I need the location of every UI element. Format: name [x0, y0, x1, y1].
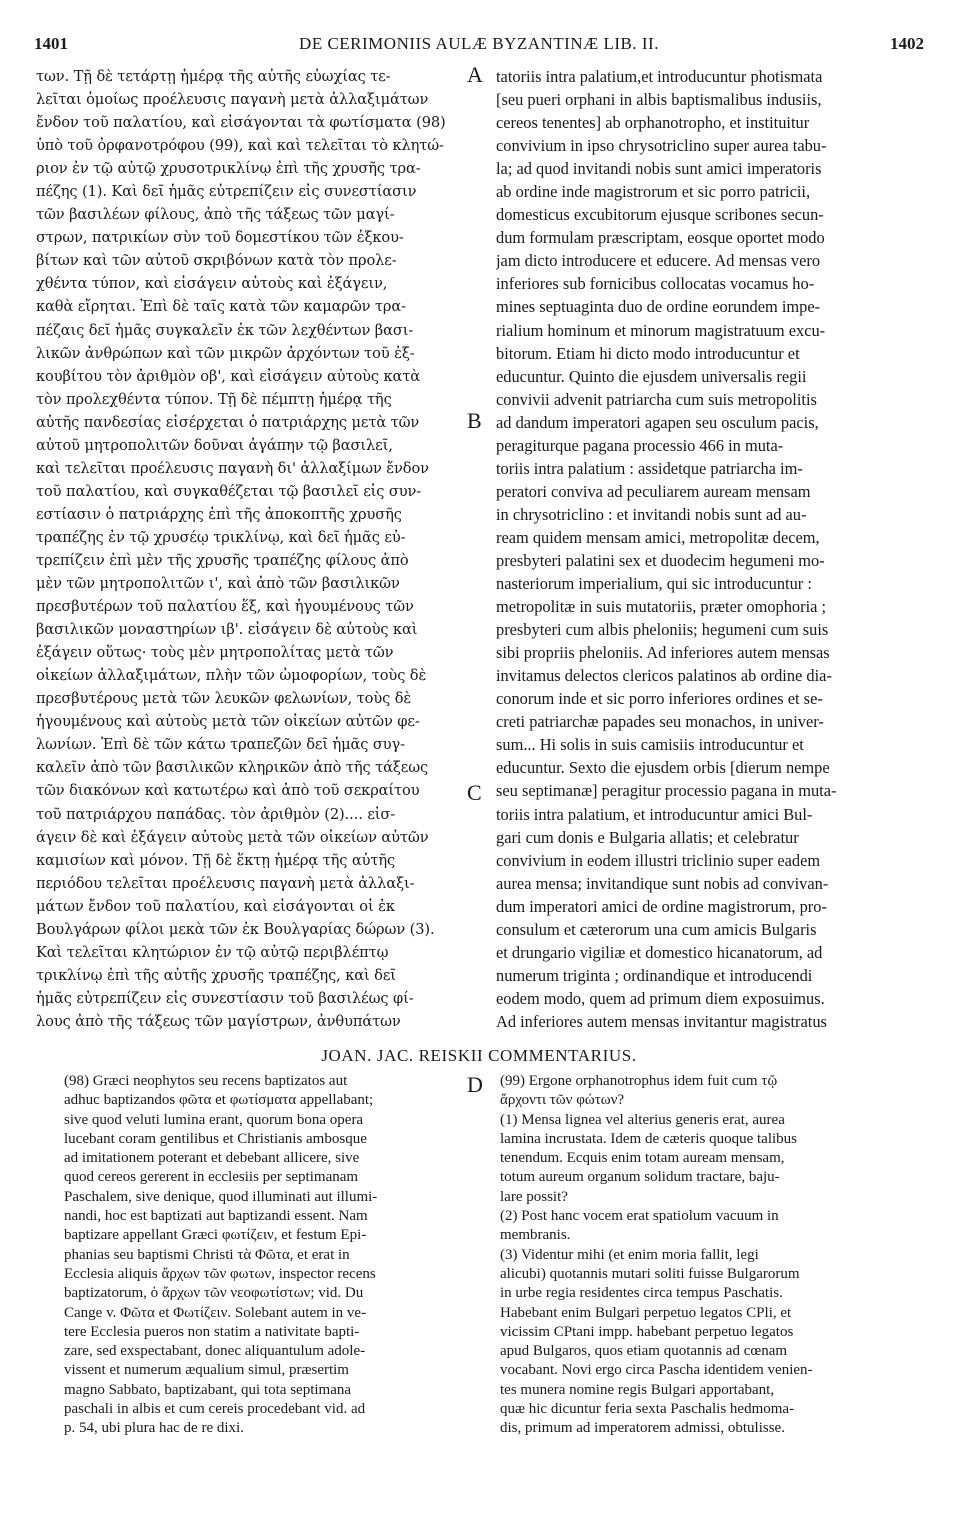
footnote-line: zare, sed exspectabant, donec aliquantulum adole-: [64, 1343, 366, 1360]
footnote-line: alicubi) quotannis mutari soliti fuisse Bulgarorum: [500, 1265, 800, 1282]
footnote-line: quod cereos gererent in ecclesiis per septimanam: [64, 1169, 359, 1186]
greek-text-line: λωνίων. Ἐπὶ δὲ τῶν κάτω τραπεζῶν δεῖ ἡμᾶς συγ-: [36, 736, 405, 754]
margin-letter-d: D: [467, 1072, 483, 1097]
latin-text-line: consulum et cæterorum una cum amicis Bulgaris: [496, 919, 817, 939]
latin-text-line: educuntur. Sexto die ejusdem orbis [dierum nempe: [496, 758, 830, 778]
greek-text-line: Βουλγάρων φίλοι μεκὰ τῶν ἐκ Βουλγαρίας δώρων (3).: [36, 920, 435, 938]
footnote-line: (2) Post hanc vocem erat spatiolum vacuum in: [500, 1208, 779, 1225]
latin-text-line: sibi propriis pheloniis. Ad inferiores autem mensas: [496, 643, 830, 663]
footnote-line: ἄρχοντι τῶν φώτων?: [500, 1092, 625, 1109]
footnote-line: Paschalem, sive denique, quod illuminati aut illumi-: [64, 1188, 378, 1205]
footnote-line: sive quod veluti lumina erant, quorum bona opera: [64, 1111, 364, 1128]
footnotes-right-column: [500, 1072, 920, 1439]
latin-text-line: peragiturque pagana processio 466 in muta-: [496, 435, 784, 455]
latin-text-line: rialium hominum et minorum magistratuum excu-: [496, 320, 826, 340]
latin-text-line: domesticus excubitorum ejusque scribones secun-: [496, 205, 824, 225]
footnote-line: Ecclesia aliquis ἄρχων τῶν φωτων, inspector recens: [64, 1265, 376, 1282]
page-number-right: 1402: [890, 34, 924, 53]
greek-text-line: αὐτοῦ μητροπολιτῶν δοῦναι ἀγάπην τῷ βασιλεῖ,: [36, 436, 393, 454]
footnote-line: adhuc baptizandos φῶτα et φωτίσματα appellabant;: [64, 1092, 374, 1109]
latin-text-line: eodem modo, quem ad primum diem exposuimus.: [496, 988, 825, 1008]
greek-text-line: καθὰ εἴρηται. Ἐπὶ δὲ ταῖς κατὰ τῶν καμαρῶν τρα-: [36, 298, 406, 316]
greek-text-line: άγειν δὲ καὶ ἐξάγειν αὐτοὺς μετὰ τῶν οἰκείων αὐτῶν: [36, 828, 429, 846]
page-number-left: 1401: [34, 34, 68, 53]
greek-text-line: τὸν προλεχθέντα τύπον. Τῇ δὲ πέμπτῃ ἡμέρᾳ τῆς: [36, 390, 392, 408]
latin-text-line: Ad inferiores autem mensas invitantur magistratus: [496, 1011, 827, 1031]
latin-text-line: gari cum donis e Bulgaria allatis; et celebratur: [496, 827, 799, 847]
latin-text-line: toriis intra palatium, et introducuntur amici Bul-: [496, 804, 813, 824]
footnote-line: ad imitationem poterant et debebant allicere, sive: [64, 1150, 360, 1167]
latin-text-line: ream quidem mensam amici, metropolitæ decem,: [496, 527, 820, 547]
latin-text-column: [496, 65, 924, 1033]
greek-text-line: ὑπὸ τοῦ ὀρφανοτρόφου (99), καὶ καὶ τελεῖται τὸ κλητώ-: [36, 137, 444, 155]
latin-text-line: et drungario vigiliæ et domestico hicanatorum, ad: [496, 942, 823, 962]
greek-text-line: τρεπίζειν ἐπὶ μὲν τῆς χρυσῆς τραπέζης φίλους ἀπὸ: [36, 551, 409, 569]
greek-text-line: πέζαις δεῖ ἡμᾶς συγκαλεῖν ἐκ τῶν λεχθέντων βασι-: [36, 321, 414, 339]
footnote-line: tere Ecclesia pueros non statim a nativitate bapti-: [64, 1323, 360, 1340]
latin-text-line: numerum triginta ; ordinandique et introducendi: [496, 965, 813, 985]
footnote-line: p. 54, ubi plura hac de re dixi.: [64, 1420, 244, 1437]
latin-text-line: mines septuaginta duo de ordine eorundem impe-: [496, 297, 821, 317]
footnote-line: lucebant coram gentilibus et Christianis ambosque: [64, 1130, 367, 1147]
footnote-line: dis, primum ad imperatorem admissi, obtulisse.: [500, 1420, 785, 1437]
latin-text-line: sum... Hi solis in suis camisiis introducuntur et: [496, 735, 804, 755]
greek-text-line: ἡγουμένους καὶ αὐτοὺς μετὰ τῶν οἰκείων αὐτῶν φε-: [36, 713, 420, 731]
greek-text-line: τοῦ παλατίου, καὶ συγκαθέζεται τῷ βασιλεῖ εἰς συν-: [36, 482, 422, 500]
margin-letter-b: B: [467, 408, 482, 433]
greek-text-line: οἰκείων ἀλλαξιμάτων, πλὴν τῶν ὠμοφορίων, τοὺς δὲ: [36, 667, 427, 685]
latin-text-line: presbyteri cum albis pheloniis; hegumeni cum suis: [496, 620, 829, 640]
latin-text-line: tatoriis intra palatium,et introducuntur photismata: [496, 67, 823, 86]
footnote-line: vicissim CPtani impp. habebant perpetuo legatos: [500, 1323, 794, 1340]
greek-text-line: ριον ἐν τῷ αὐτῷ χρυσοτρικλίνῳ ἐπὶ τῆς χρυσῆς τρα-: [36, 160, 421, 178]
greek-text-line: αὐτῆς πανδεσίας εἰσέρχεται ὁ πατριάρχης μετὰ τῶν: [36, 413, 420, 431]
footnote-line: baptizatorum, ὁ ἄρχων τῶν νεοφωτίστων; vid. Du: [64, 1285, 364, 1302]
greek-text-line: καλεῖν ἀπὸ τῶν βασιλικῶν κληρικῶν ἀπὸ τῆς τάξεως: [36, 759, 429, 777]
latin-text-line: in chrysotriclino : et invitandi nobis sunt ad au-: [496, 504, 807, 524]
footnote-line: totum aureum organum solidum tractare, baju-: [500, 1169, 780, 1186]
latin-text-line: convivii advenit patriarcha cum suis metropolitis: [496, 389, 817, 409]
latin-text-line: conorum inde et sic porro inferiores ordines et se-: [496, 689, 823, 709]
greek-text-line: μάτων ἔνδον τοῦ παλατίου, καὶ εἰσάγονται οἱ ἐκ: [36, 897, 395, 915]
margin-letter-a: A: [467, 62, 483, 87]
greek-text-line: περιόδου τελεῖται προέλευσις παγανὴ μετὰ ἀλλαξι-: [36, 874, 415, 892]
footnote-line: in urbe regia residentes circa tempus Paschatis.: [500, 1285, 783, 1302]
greek-text-line: μὲν τῶν μητροπολιτῶν ι', καὶ ἀπὸ τῶν βασιλικῶν: [36, 575, 400, 593]
footnote-line: Habebant enim Bulgari perpetuo legatos CPli, et: [500, 1304, 792, 1321]
latin-text-line: cereos tenentes] ab orphanotropho, et instituitur: [496, 113, 810, 133]
greek-text-line: εστίασιν ὁ πατριάρχης ἐπὶ τῆς ἀποκοπτῆς χρυσῆς: [36, 505, 402, 523]
footnote-line: Cange v. Φῶτα et Φωτίζειν. Solebant autem in ve-: [64, 1304, 367, 1321]
greek-text-line: τῶν βασιλέων φίλους, ἀπὸ τῆς τάξεως τῶν μαγί-: [36, 206, 395, 224]
latin-text-line: convivium in eodem illustri triclinio super eadem: [496, 850, 821, 870]
footnote-line: baptizare appellant Græci φωτίζειν, et festum Epi-: [64, 1227, 367, 1244]
footnote-line: vocabant. Novi ergo circa Pascha identidem venien-: [500, 1362, 813, 1379]
greek-text-line: πέζης (1). Καὶ δεῖ ἡμᾶς εὐτρεπίζειν εἰς συνεστίασιν: [36, 183, 417, 201]
greek-text-line: λικῶν ἀνθρώπων καὶ τῶν μικρῶν ἀρχόντων τοῦ ἐξ-: [36, 344, 415, 362]
greek-text-line: λους ἀπὸ τῆς τάξεως τῶν μαγίστρων, ἀνθυπάτων: [36, 1012, 401, 1030]
footnote-line: lare possit?: [500, 1188, 568, 1205]
latin-text-line: bitorum. Etiam hi dicto modo introducuntur et: [496, 343, 800, 363]
greek-text-line: λεῖται ὁμοίως προέλευσις παγανὴ μετὰ ἀλλαξιμάτων: [36, 91, 429, 109]
latin-text-line: inferiores sub fornicibus collocatas vocamus ho-: [496, 274, 815, 294]
footnotes-left-column: [64, 1072, 464, 1439]
footnote-line: (3) Videntur mihi (et enim moria fallit, legi: [500, 1246, 759, 1263]
footnote-line: apud Bulgaros, quos etiam quotannis ad cœnam: [500, 1343, 788, 1360]
footnote-line: tes munera nomine regis Bulgari apportabant,: [500, 1381, 775, 1398]
footnote-line: (99) Ergone orphanotrophus idem fuit cum τῷ: [500, 1073, 778, 1089]
latin-text-line: dum formulam præscriptam, eosque oportet modo: [496, 228, 825, 248]
latin-text-line: aurea mensa; invitandique sunt nobis ad convivan-: [496, 873, 829, 893]
footnote-line: membranis.: [500, 1227, 571, 1244]
latin-text-line: presbyteri palatini sex et duodecim hegumeni mo-: [496, 550, 825, 570]
footnote-line: lamina incrustata. Idem de cæteris quoque talibus: [500, 1130, 797, 1147]
margin-letter-c: C: [467, 780, 482, 805]
footnote-line: quæ hic dicuntur feria sexta Paschalis hedmoma-: [500, 1401, 795, 1418]
greek-text-line: τῶν διακόνων καὶ κατωτέρω καὶ ἀπὸ τοῦ σεκραίτου: [36, 782, 420, 800]
latin-text-line: ad dandum imperatori agapen seu osculum pacis,: [496, 412, 819, 432]
footnote-line: phanias seu baptismi Christi τὰ Φῶτα, et erat in: [64, 1246, 350, 1263]
latin-text-line: nasteriorum imperialium, qui sic introducuntur :: [496, 574, 812, 594]
greek-text-line: βασιλικῶν μοναστηρίων ιβ'. εἰσάγειν δὲ αὐτοὺς καὶ: [36, 621, 418, 639]
greek-text-line: τρικλίνῳ ἐπὶ τῆς αὐτῆς χρυσῆς τραπέζης, καὶ δεῖ: [36, 966, 396, 984]
latin-text-line: [seu pueri orphani in albis baptismalibus indusiis,: [496, 90, 822, 110]
footnote-line: paschali in albis et cum cereis procedebant vid. ad: [64, 1401, 366, 1418]
latin-text-line: dum imperatori amici de ordine magistrorum, pro-: [496, 896, 827, 916]
latin-text-line: toriis intra palatium : assidetque patriarcha im-: [496, 458, 803, 478]
footnote-line: vissent et numerum æqualium simul, præsertim: [64, 1362, 349, 1379]
footnote-line: (98) Græci neophytos seu recens baptizatos aut: [64, 1073, 348, 1089]
footnote-line: (1) Mensa lignea vel alterius generis erat, aurea: [500, 1111, 785, 1128]
latin-text-line: ab ordine inde magistrorum et sic porro patricii,: [496, 182, 811, 202]
latin-text-line: seu septimanæ] peragitur processio pagana in muta-: [496, 781, 837, 801]
running-title: DE CERIMONIIS AULÆ BYZANTINÆ LIB. II.: [299, 34, 659, 53]
greek-text-line: στρων, πατρικίων σὺν τοῦ δομεστίκου τῶν ἐξκου-: [36, 229, 404, 247]
greek-text-line: τοῦ πατριάρχου παπάδας. τὸν ἀριθμὸν (2).... εἰσ-: [36, 805, 396, 823]
greek-text-line: ἡμᾶς εὐτρεπίζειν εἰς συνεστίασιν τοῦ βασιλέως φί-: [36, 989, 414, 1007]
greek-text-line: χθέντα τύπον, καὶ εἰσάγειν αὐτοὺς καὶ ἐξάγειν,: [36, 275, 388, 293]
latin-text-line: jam dicto introducere et educere. Ad mensas vero: [496, 251, 821, 271]
latin-text-line: educuntur. Quinto die ejusdem universalis regii: [496, 366, 807, 386]
greek-text-line: βίτων καὶ τῶν αὐτοῦ σκριβόνων κατὰ τὸν προλε-: [36, 252, 397, 270]
greek-text-line: ἔνδον τοῦ παλατίου, καὶ εἰσάγονται τὰ φωτίσματα (98): [36, 114, 446, 132]
greek-text-line: καὶ τελεῖται προέλευσις παγανὴ δι' ἀλλαξίμων ἔνδον: [36, 459, 429, 477]
running-header: [34, 34, 924, 60]
latin-text-line: peratori conviva ad peculiarem auream mensam: [496, 481, 811, 501]
latin-text-line: creti patriarchæ papades seu monachos, in univer-: [496, 712, 824, 732]
latin-text-line: metropolitæ in suis mutatoriis, præter omophoria ;: [496, 597, 827, 617]
greek-text-line: Καὶ τελεῖται κλητώριον ἐν τῷ αὐτῷ περιβλέπτῳ: [36, 943, 389, 961]
greek-text-line: ἐξάγειν οὕτως· τοὺς μὲν μητροπολίτας μετὰ τῶν: [36, 644, 394, 662]
greek-text-line: των. Τῇ δὲ τετάρτῃ ἡμέρᾳ τῆς αὐτῆς εὐωχίας τε-: [36, 68, 391, 85]
greek-text-line: πρεσβυτέρων τοῦ παλατίου ἕξ, καὶ ἡγουμένους τῶν: [36, 598, 414, 616]
greek-text-line: πρεσβυτέρους μετὰ τῶν λευκῶν φελωνίων, τοὺς δὲ: [36, 690, 412, 708]
commentary-heading: JOAN. JAC. REISKII COMMENTARIUS.: [321, 1046, 637, 1065]
greek-text-column: [36, 65, 474, 1033]
greek-text-line: τραπέζης ἐν τῷ χρυσέῳ τρικλίνῳ, καὶ δεῖ ἡμᾶς εὐ-: [36, 528, 406, 546]
footnote-line: tenendum. Ecquis enim totam auream mensam,: [500, 1150, 785, 1167]
greek-text-line: καμισίων καὶ μόνον. Τῇ δὲ ἕκτῃ ἡμέρᾳ τῆς αὐτῆς: [36, 851, 396, 869]
footnote-line: magno Sabbato, baptizabant, qui tota septimana: [64, 1381, 352, 1398]
latin-text-line: invitamus delectos clericos palatinos ab ordine dia-: [496, 666, 832, 686]
latin-text-line: convivium in ipso chrysotriclino super aurea tabu-: [496, 136, 827, 156]
greek-text-line: κουβίτου τὸν ἀριθμὸν οβ', καὶ εἰσάγειν αὐτοὺς κατὰ: [36, 367, 421, 385]
latin-text-line: la; ad quod invitandi nobis sunt amici imperatoris: [496, 159, 822, 179]
footnote-line: nandi, hoc est baptizati aut baptizandi essent. Nam: [64, 1208, 368, 1225]
